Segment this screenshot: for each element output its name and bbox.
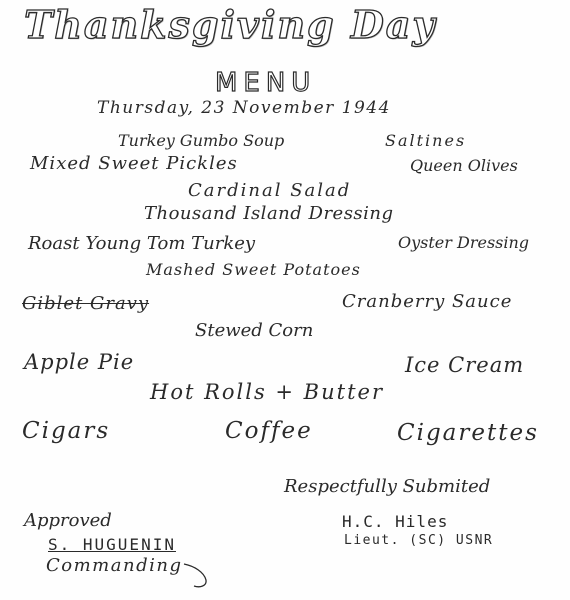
menu-item-mashed-sweet-potatoes: Mashed Sweet Potatoes [146,260,361,279]
approver-name: S. HUGUENIN [48,535,176,554]
document-title: Thanksgiving Day [24,2,437,47]
submitter-rank: Lieut. (SC) USNR [344,533,494,548]
menu-item-stewed-corn: Stewed Corn [195,320,314,341]
menu-item-thousand-island-dressing: Thousand Island Dressing [144,203,394,224]
menu-item-cigars: Cigars [22,418,111,444]
respectfully-submitted-label: Respectfully Submited [284,476,491,497]
menu-item-turkey-gumbo-soup: Turkey Gumbo Soup [118,131,285,150]
menu-item-saltines: Saltines [385,131,467,150]
approved-label: Approved [24,510,112,531]
menu-item-cigarettes: Cigarettes [397,420,539,446]
menu-item-cranberry-sauce: Cranberry Sauce [342,291,513,312]
menu-date: Thursday, 23 November 1944 [97,98,391,118]
menu-item-hot-rolls-butter: Hot Rolls + Butter [150,380,384,404]
menu-item-giblet-gravy: Giblet Gravy [22,293,150,314]
approver-title: Commanding [46,555,183,576]
menu-item-mixed-sweet-pickles: Mixed Sweet Pickles [30,153,238,174]
submitter-name: H.C. Hiles [342,512,449,531]
menu-item-oyster-dressing: Oyster Dressing [398,233,530,252]
menu-heading: MENU [215,68,317,98]
menu-item-roast-young-tom-turkey: Roast Young Tom Turkey [28,233,256,254]
menu-item-ice-cream: Ice Cream [405,353,525,377]
menu-item-apple-pie: Apple Pie [24,350,135,374]
menu-item-queen-olives: Queen Olives [410,156,518,175]
menu-item-coffee: Coffee [225,418,313,444]
signature-flourish [180,560,220,590]
menu-item-cardinal-salad: Cardinal Salad [188,180,352,201]
